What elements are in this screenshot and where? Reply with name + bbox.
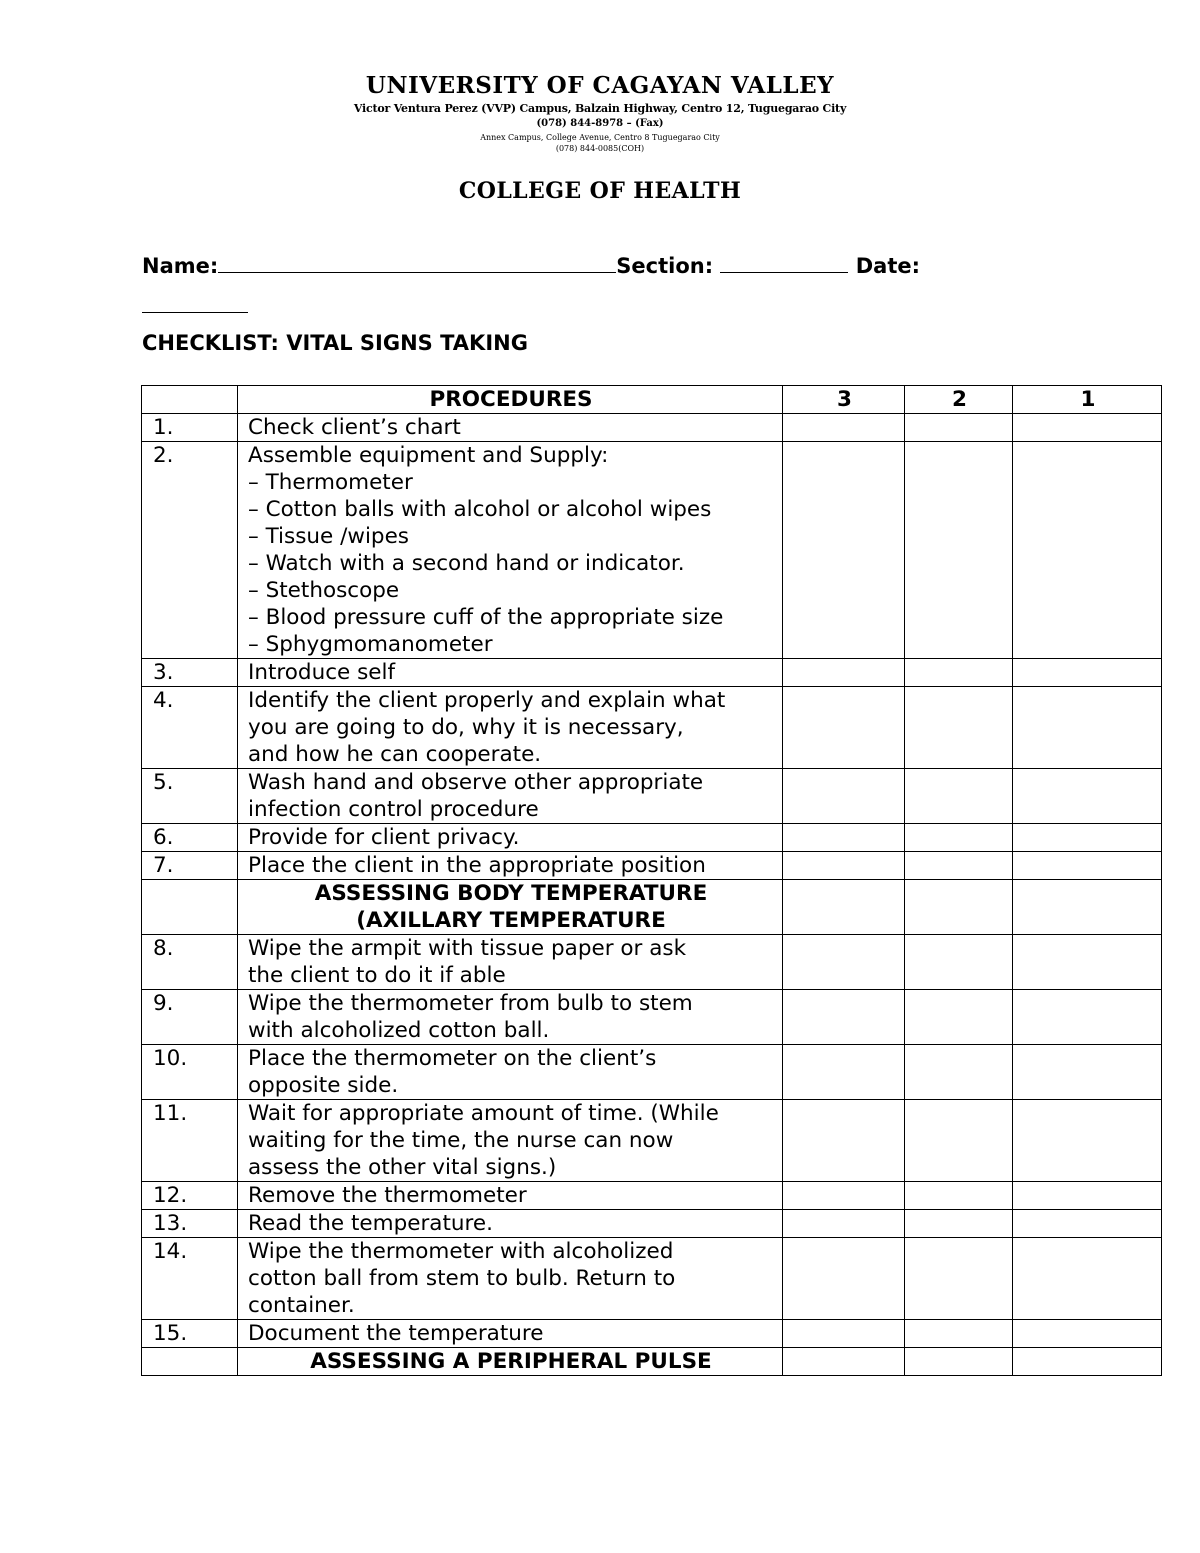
table-row — [142, 659, 1162, 687]
campus-phone: (078) 844-8978 – (Fax) — [536, 118, 664, 129]
section-field[interactable] — [720, 252, 848, 273]
procedure-line: – Thermometer — [248, 470, 413, 495]
step-number: 2. — [142, 442, 238, 659]
procedure-line: ASSESSING BODY TEMPERATURE — [314, 881, 708, 906]
score-2-cell[interactable] — [905, 1045, 1013, 1100]
table-row — [142, 769, 1162, 824]
student-info-line — [142, 252, 920, 278]
score-1-cell[interactable] — [1013, 659, 1162, 687]
score-1-cell[interactable] — [1013, 1238, 1162, 1320]
college-name: COLLEGE OF HEALTH — [458, 178, 742, 204]
procedure-line: Wait for appropriate amount of time. (While — [248, 1101, 719, 1126]
procedure-text — [238, 769, 783, 824]
table-row — [142, 414, 1162, 442]
procedure-line: – Stethoscope — [248, 578, 400, 603]
table-row — [142, 1045, 1162, 1100]
score-2-cell[interactable] — [905, 1182, 1013, 1210]
procedure-line: Wash hand and observe other appropriate — [248, 770, 704, 795]
table-row — [142, 1100, 1162, 1182]
name-field[interactable] — [218, 252, 616, 273]
procedure-line: container. — [248, 1293, 355, 1318]
score-1-cell[interactable] — [1013, 990, 1162, 1045]
score-1-cell[interactable] — [1013, 1100, 1162, 1182]
score-3-cell[interactable] — [783, 1210, 905, 1238]
score-2-cell[interactable] — [905, 1210, 1013, 1238]
score-3-cell[interactable] — [783, 1100, 905, 1182]
procedure-line: infection control procedure — [248, 797, 539, 822]
score-2-cell[interactable] — [905, 659, 1013, 687]
score-2-cell[interactable] — [905, 852, 1013, 880]
procedure-line: waiting for the time, the nurse can now — [248, 1128, 674, 1153]
procedure-line: Place the client in the appropriate position — [248, 853, 706, 878]
score-1-cell[interactable] — [1013, 852, 1162, 880]
score-3-cell[interactable] — [783, 1045, 905, 1100]
procedure-text — [238, 852, 783, 880]
university-name: UNIVERSITY OF CAGAYAN VALLEY — [365, 72, 835, 99]
procedure-text — [238, 414, 783, 442]
score-1-cell[interactable] — [1013, 824, 1162, 852]
procedure-text — [238, 1210, 783, 1238]
section-header-row — [142, 1348, 1162, 1376]
score-3-cell[interactable] — [783, 769, 905, 824]
score-3-cell[interactable] — [783, 442, 905, 659]
score-2-cell[interactable] — [905, 990, 1013, 1045]
table-row — [142, 1320, 1162, 1348]
procedure-line: Check client’s chart — [248, 415, 461, 440]
score-3-cell[interactable] — [783, 852, 905, 880]
table-row — [142, 935, 1162, 990]
score-2-cell[interactable] — [905, 880, 1013, 935]
score-2-cell[interactable] — [905, 1348, 1013, 1376]
step-number: 13. — [142, 1210, 238, 1238]
procedure-line: Wipe the thermometer from bulb to stem — [248, 991, 693, 1016]
checklist-title: CHECKLIST: VITAL SIGNS TAKING — [142, 331, 528, 355]
header-procedures: PROCEDURES — [238, 386, 783, 414]
score-1-cell[interactable] — [1013, 442, 1162, 659]
procedure-text — [238, 1100, 783, 1182]
step-number: 15. — [142, 1320, 238, 1348]
annex-phone: (078) 844-0085(COH) — [555, 144, 645, 153]
table-row — [142, 687, 1162, 769]
step-number: 9. — [142, 990, 238, 1045]
procedure-line: Provide for client privacy. — [248, 825, 520, 850]
procedure-text — [238, 1320, 783, 1348]
table-row — [142, 1210, 1162, 1238]
procedure-text — [238, 1045, 783, 1100]
score-1-cell[interactable] — [1013, 1210, 1162, 1238]
score-3-cell[interactable] — [783, 1320, 905, 1348]
score-3-cell[interactable] — [783, 1348, 905, 1376]
campus-address: Victor Ventura Perez (VVP) Campus, Balzain Highway, Centro 12, Tuguegarao City — [353, 102, 847, 115]
table-row — [142, 852, 1162, 880]
procedure-line: – Cotton balls with alcohol or alcohol wipes — [248, 497, 712, 522]
header-score-2: 2 — [905, 386, 1013, 414]
score-2-cell[interactable] — [905, 824, 1013, 852]
table-header-row — [142, 386, 1162, 414]
table-row — [142, 1238, 1162, 1320]
section-title — [238, 880, 783, 935]
procedure-line: opposite side. — [248, 1073, 399, 1098]
score-2-cell[interactable] — [905, 414, 1013, 442]
procedure-line: Wipe the armpit with tissue paper or ask — [248, 936, 687, 961]
procedure-line: Place the thermometer on the client’s — [248, 1046, 657, 1071]
procedure-line: – Watch with a second hand or indicator. — [248, 551, 685, 576]
score-1-cell[interactable] — [1013, 769, 1162, 824]
score-3-cell[interactable] — [783, 824, 905, 852]
score-3-cell[interactable] — [783, 659, 905, 687]
procedure-line: ASSESSING A PERIPHERAL PULSE — [310, 1349, 712, 1374]
step-number: 8. — [142, 935, 238, 990]
procedure-text — [238, 659, 783, 687]
score-3-cell[interactable] — [783, 935, 905, 990]
procedure-line: Identify the client properly and explain what — [248, 688, 726, 713]
procedure-line: you are going to do, why it is necessary, — [248, 715, 684, 740]
score-3-cell[interactable] — [783, 1182, 905, 1210]
score-2-cell[interactable] — [905, 1238, 1013, 1320]
procedure-line: – Blood pressure cuff of the appropriate size — [248, 605, 724, 630]
section-title — [238, 1348, 783, 1376]
checklist-table — [141, 385, 1162, 1376]
score-1-cell[interactable] — [1013, 935, 1162, 990]
score-1-cell[interactable] — [1013, 880, 1162, 935]
score-2-cell[interactable] — [905, 1320, 1013, 1348]
annex-address: Annex Campus, College Avenue, Centro 8 Tuguegarao City — [480, 133, 720, 142]
procedure-text — [238, 990, 783, 1045]
table-row — [142, 824, 1162, 852]
procedure-line: Read the temperature. — [248, 1211, 493, 1236]
score-1-cell[interactable] — [1013, 414, 1162, 442]
score-2-cell[interactable] — [905, 687, 1013, 769]
score-1-cell[interactable] — [1013, 1045, 1162, 1100]
step-number: 3. — [142, 659, 238, 687]
table-row — [142, 990, 1162, 1045]
procedure-line: (AXILLARY TEMPERATURE — [356, 908, 666, 933]
score-3-cell[interactable] — [783, 687, 905, 769]
section-label: Section: — [616, 254, 714, 278]
step-number — [142, 880, 238, 935]
score-3-cell[interactable] — [783, 414, 905, 442]
table-row — [142, 1182, 1162, 1210]
procedure-line: Introduce self — [248, 660, 396, 685]
table-row — [142, 442, 1162, 659]
procedure-line: with alcoholized cotton ball. — [248, 1018, 550, 1043]
procedure-text — [238, 442, 783, 659]
header-number — [142, 386, 238, 414]
procedure-text — [238, 935, 783, 990]
score-3-cell[interactable] — [783, 880, 905, 935]
score-1-cell[interactable] — [1013, 1182, 1162, 1210]
header-score-1: 1 — [1013, 386, 1162, 414]
procedure-text — [238, 1238, 783, 1320]
score-2-cell[interactable] — [905, 1100, 1013, 1182]
score-2-cell[interactable] — [905, 769, 1013, 824]
step-number: 12. — [142, 1182, 238, 1210]
step-number — [142, 1348, 238, 1376]
step-number: 10. — [142, 1045, 238, 1100]
procedure-line: Remove the thermometer — [248, 1183, 527, 1208]
date-field[interactable] — [142, 300, 248, 313]
step-number: 1. — [142, 414, 238, 442]
procedure-text — [238, 687, 783, 769]
procedure-line: Document the temperature — [248, 1321, 544, 1346]
procedure-text — [238, 1182, 783, 1210]
procedure-line: – Tissue /wipes — [248, 524, 409, 549]
date-label: Date: — [855, 254, 921, 278]
header-score-3: 3 — [783, 386, 905, 414]
procedure-line: and how he can cooperate. — [248, 742, 542, 767]
score-2-cell[interactable] — [905, 442, 1013, 659]
procedure-line: cotton ball from stem to bulb. Return to — [248, 1266, 676, 1291]
score-3-cell[interactable] — [783, 990, 905, 1045]
step-number: 5. — [142, 769, 238, 824]
procedure-line: – Sphygmomanometer — [248, 632, 493, 657]
procedure-text — [238, 824, 783, 852]
step-number: 4. — [142, 687, 238, 769]
score-1-cell[interactable] — [1013, 1320, 1162, 1348]
score-1-cell[interactable] — [1013, 687, 1162, 769]
step-number: 7. — [142, 852, 238, 880]
name-label: Name: — [142, 254, 219, 278]
score-3-cell[interactable] — [783, 1238, 905, 1320]
score-1-cell[interactable] — [1013, 1348, 1162, 1376]
procedure-line: Wipe the thermometer with alcoholized — [248, 1239, 674, 1264]
score-2-cell[interactable] — [905, 935, 1013, 990]
procedure-line: the client to do it if able — [248, 963, 506, 988]
section-header-row — [142, 880, 1162, 935]
procedure-line: assess the other vital signs.) — [248, 1155, 557, 1180]
step-number: 14. — [142, 1238, 238, 1320]
step-number: 11. — [142, 1100, 238, 1182]
procedure-line: Assemble equipment and Supply: — [248, 443, 609, 468]
step-number: 6. — [142, 824, 238, 852]
